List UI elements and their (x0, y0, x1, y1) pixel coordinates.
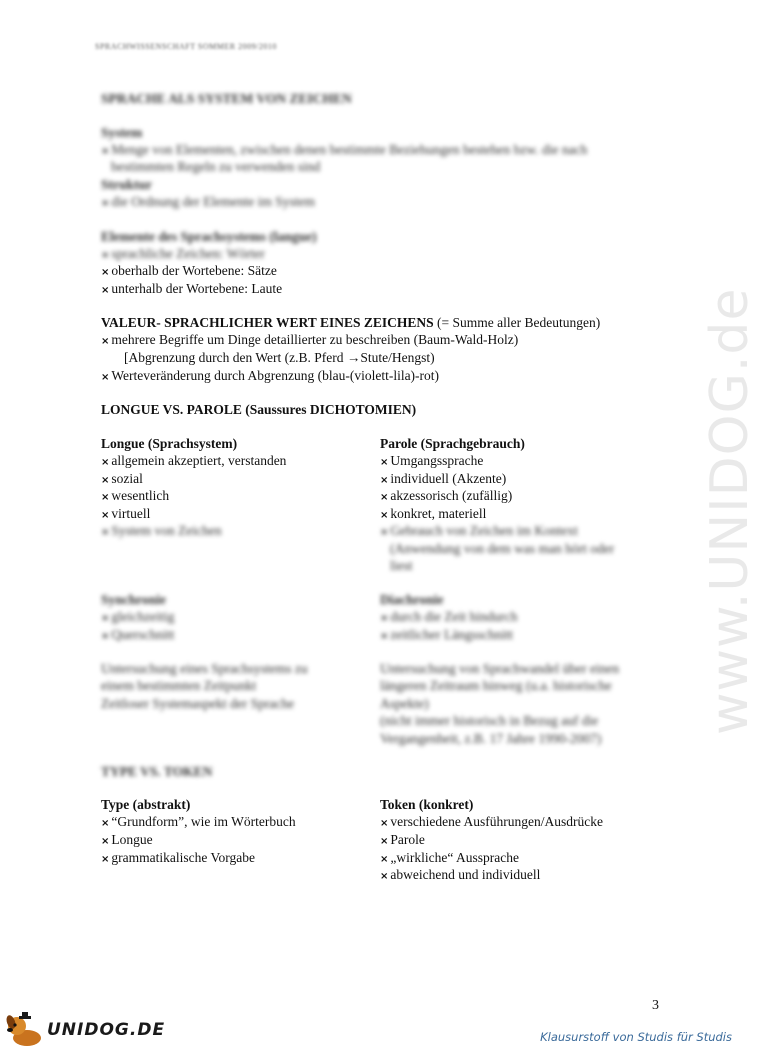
list-item: × Werteveränderung durch Abgrenzung (blau-(violett-lila)-rot) (101, 368, 440, 383)
list-item: × akzessorisch (zufällig) (380, 488, 513, 503)
list-item: × mehrere Begriffe um Dinge detaillierter zu beschreiben (Baum-Wald-Holz) (101, 332, 519, 347)
list-item: × verschiedene Ausführungen/Ausdrücke (380, 814, 603, 829)
bullet-blurred: × die Ordnung der Elemente im System (101, 194, 315, 209)
text-blurred: einem bestimmten Zeitpunkt (101, 678, 257, 693)
list-item: × Umgangssprache (380, 453, 484, 468)
list-item-blurred: × Gebrauch von Zeichen im Kontext (380, 523, 578, 538)
list-item: × grammatikalische Vorgabe (101, 850, 255, 865)
bullet-blurred: × gleichzeitig (101, 609, 175, 624)
section-heading: LONGUE VS. PAROLE (Saussures DICHOTOMIEN) (101, 402, 417, 417)
brand-name: UNIDOG.DE (47, 1020, 166, 1040)
text-blurred: längeren Zeitraum hinweg (u.a. historische (380, 678, 612, 693)
column-heading: Parole (Sprachgebrauch) (380, 436, 525, 451)
text-blurred: Vergangenheit, z.B. 17 Jahre 1990-2007) (380, 731, 602, 746)
term-heading-blurred: Struktur (101, 177, 153, 192)
list-item: × Parole (380, 832, 425, 847)
page-number: 3 (652, 998, 659, 1013)
running-header: SPRACHWISSENSCHAFT SOMMER 2009/2010 (95, 42, 277, 51)
text-blurred: Aspekte) (380, 696, 429, 711)
term-heading-blurred: Elemente des Sprachsystems (langue) (101, 229, 317, 244)
list-item: × abweichend und individuell (380, 867, 541, 882)
bullet-blurred: × Menge von Elementen, zwischen denen bestimmte Beziehungen bestehen bzw. die nach (101, 142, 588, 157)
column-heading: Longue (Sprachsystem) (101, 436, 238, 451)
column-heading: Type (abstrakt) (101, 797, 191, 812)
watermark: www.UNIDOG.de (700, 287, 760, 735)
list-item-continuation: [Abgrenzung durch den Wert (z.B. Pferd →Stute/Hengst) (124, 350, 435, 365)
column-heading-blurred: Diachronie (380, 592, 444, 607)
text-blurred: (Anwendung von dem was man hört oder (390, 541, 615, 556)
list-item: × Longue (101, 832, 153, 847)
column-heading-blurred: Synchronie (101, 592, 167, 607)
term-heading-blurred: System (101, 125, 143, 140)
text-blurred: liest (390, 558, 413, 573)
list-item: × wesentlich (101, 488, 170, 503)
list-item: × “Grundform”, wie im Wörterbuch (101, 814, 296, 829)
bullet-blurred: × Querschnitt (101, 627, 175, 642)
bullet-blurred: × durch die Zeit hindurch (380, 609, 518, 624)
text-blurred: Untersuchung eines Sprachsystems zu (101, 661, 308, 676)
bullet-blurred: × sprachliche Zeichen: Wörter (101, 246, 265, 261)
bullet-blurred: × zeitlicher Längsschnitt (380, 627, 513, 642)
list-item: × virtuell (101, 506, 151, 521)
list-item: × unterhalb der Wortebene: Laute (101, 281, 283, 296)
list-item: × sozial (101, 471, 143, 486)
list-item-blurred: × System von Zeichen (101, 523, 222, 538)
text-blurred: Untersuchung von Sprachwandel über einen (380, 661, 620, 676)
section-heading-blurred: TYPE VS. TOKEN (101, 764, 213, 779)
text-blurred: Zeitloser Systemaspekt der Sprache (101, 696, 295, 711)
list-item: × allgemein akzeptiert, verstanden (101, 453, 287, 468)
valeur-heading: VALEUR- SPRACHLICHER WERT EINES ZEICHENS (= Summe aller Bedeutungen) (101, 315, 601, 330)
section-heading-blurred: SPRACHE ALS SYSTEM VON ZEICHEN (101, 91, 352, 106)
unidog-logo (5, 1010, 165, 1050)
list-item: × konkret, materiell (380, 506, 487, 521)
dog-mascot-icon (5, 1012, 45, 1048)
footer-tagline: Klausurstoff von Studis für Studis (540, 1030, 732, 1044)
list-item: × individuell (Akzente) (380, 471, 507, 486)
text-blurred: (nicht immer historisch in Bezug auf die (380, 713, 599, 728)
column-heading: Token (konkret) (380, 797, 474, 812)
list-item: × oberhalb der Wortebene: Sätze (101, 263, 277, 278)
text-blurred: bestimmten Regeln zu verwenden sind (111, 159, 321, 174)
list-item: × „wirkliche“ Aussprache (380, 850, 519, 865)
